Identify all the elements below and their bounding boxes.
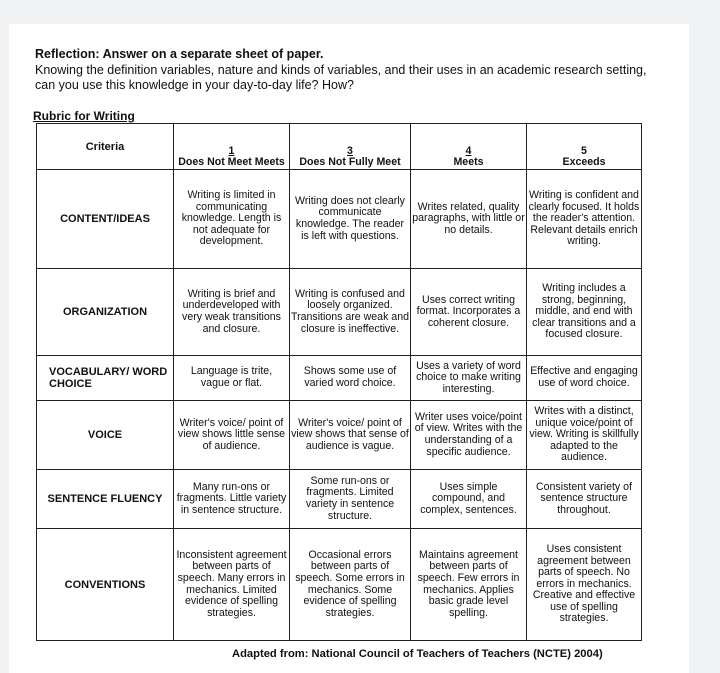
criterion-conventions: CONVENTIONS — [37, 529, 174, 641]
header-level-1 — [174, 124, 290, 170]
cell-conventions-3: Occasional errors between parts of speech. Some errors in mechanics. Some evidence of spelling strategies. — [290, 529, 411, 641]
level-3-label: Does Not Fully Meet — [299, 156, 401, 169]
cell-organization-3: Writing is confused and loosely organized. Transitions are weak and closure is ineffective. — [290, 269, 411, 356]
cell-voice-5: Writes with a distinct, unique voice/point of view. Writing is skillfully adapted to the audience. — [527, 401, 642, 470]
reflection-prompt: Knowing the definition variables, nature and kinds of variables, and their uses in an academic research setting, can you use this knowledge in your day-to-day life? How? — [35, 63, 647, 92]
cell-conventions-4: Maintains agreement between parts of speech. Few errors in mechanics. Applies basic grade level spelling. — [411, 529, 527, 641]
level-1-number: 1 — [228, 144, 235, 157]
rubric-title: Rubric for Writing — [33, 109, 135, 123]
header-level-3 — [290, 124, 411, 170]
level-5-label: Exceeds — [562, 156, 606, 169]
cell-voice-4: Writer uses voice/point of view. Writes with the understanding of a specific audience. — [411, 401, 527, 470]
cell-fluency-4: Uses simple compound, and complex, sentences. — [411, 470, 527, 529]
cell-organization-1: Writing is brief and underdeveloped with very weak transitions and closure. — [174, 269, 290, 356]
level-1-label: Does Not Meet Meets — [178, 156, 285, 169]
criterion-vocabulary: VOCABULARY/ WORD CHOICE — [37, 356, 174, 401]
cell-content-4: Writes related, quality paragraphs, with little or no details. — [411, 170, 527, 269]
cell-vocabulary-1: Language is trite, vague or flat. — [174, 356, 290, 401]
header-level-4 — [411, 124, 527, 170]
criterion-voice: VOICE — [37, 401, 174, 470]
cell-voice-1: Writer's voice/ point of view shows little sense of audience. — [174, 401, 290, 470]
level-3-number: 3 — [347, 144, 353, 157]
cell-vocabulary-3: Shows some use of varied word choice. — [290, 356, 411, 401]
criterion-sentence-fluency: SENTENCE FLUENCY — [37, 470, 174, 529]
rubric-row-organization — [37, 269, 642, 356]
cell-content-1: Writing is limited in communicating knowledge. Length is not adequate for development. — [174, 170, 290, 269]
cell-organization-5: Writing includes a strong, beginning, middle, and end with clear transitions and a focused closure. — [527, 269, 642, 356]
rubric-row-vocabulary — [37, 356, 642, 401]
rubric-header-row — [37, 124, 642, 170]
cell-fluency-5: Consistent variety of sentence structure throughout. — [527, 470, 642, 529]
header-criteria: Criteria — [37, 124, 174, 170]
header-level-5 — [527, 124, 642, 170]
cell-vocabulary-5: Effective and engaging use of word choice. — [527, 356, 642, 401]
reflection-heading: Reflection: Answer on a separate sheet of paper. — [35, 47, 324, 61]
cell-vocabulary-4: Uses a variety of word choice to make writing interesting. — [411, 356, 527, 401]
rubric-row-conventions — [37, 529, 642, 641]
cell-fluency-3: Some run-ons or fragments. Limited variety in sentence structure. — [290, 470, 411, 529]
cell-fluency-1: Many run-ons or fragments. Little variety in sentence structure. — [174, 470, 290, 529]
source-footer: Adapted from: National Council of Teachers of Teachers (NCTE) 2004) — [232, 648, 603, 660]
criterion-content-ideas: CONTENT/IDEAS — [37, 170, 174, 269]
cell-content-3: Writing does not clearly communicate knowledge. The reader is left with questions. — [290, 170, 411, 269]
cell-voice-3: Writer's voice/ point of view shows that sense of audience is vague. — [290, 401, 411, 470]
level-5-number: 5 — [581, 144, 587, 157]
rubric-row-content-ideas — [37, 170, 642, 269]
cell-conventions-5: Uses consistent agreement between parts of speech. No errors in mechanics. Creative and effective use of spelling strategies. — [527, 529, 642, 641]
level-4-number: 4 — [465, 144, 472, 157]
rubric-table — [36, 123, 642, 641]
cell-conventions-1: Inconsistent agreement between parts of speech. Many errors in mechanics. Limited evidence of spelling strategies. — [174, 529, 290, 641]
level-4-label: Meets — [453, 156, 484, 169]
cell-organization-4: Uses correct writing format. Incorporates a coherent closure. — [411, 269, 527, 356]
rubric-row-sentence-fluency — [37, 470, 642, 529]
criterion-organization: ORGANIZATION — [37, 269, 174, 356]
rubric-row-voice — [37, 401, 642, 470]
cell-content-5: Writing is confident and clearly focused. It holds the reader's attention. Relevant details enrich writing. — [527, 170, 642, 269]
